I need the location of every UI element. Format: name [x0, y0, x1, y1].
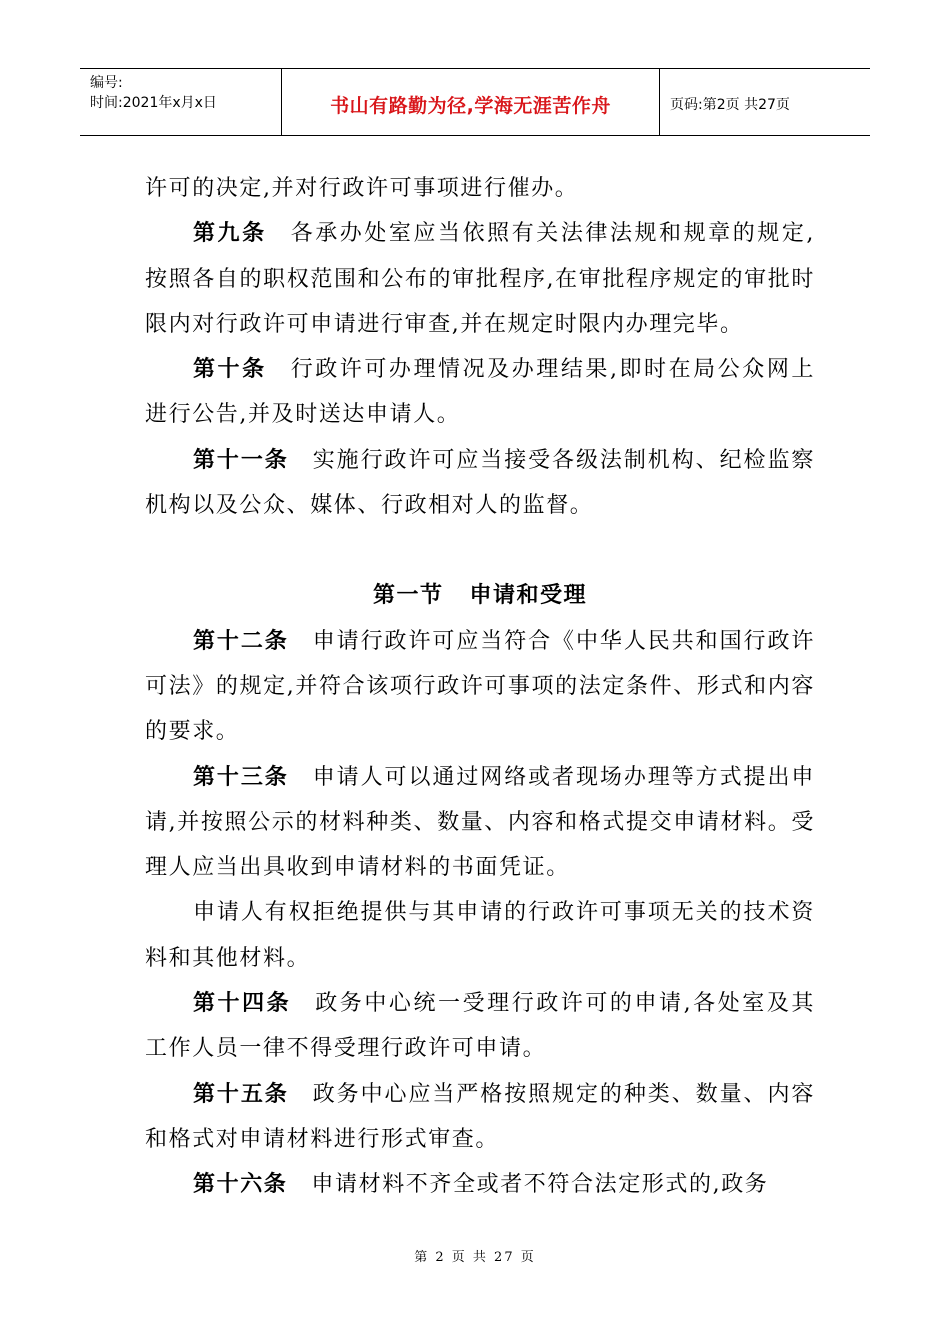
- paragraph-group-1: [145, 166, 815, 528]
- paragraph-text: 申请人可以通过网络或者现场办理等方式提出申请,并按照公示的材料种类、数量、内容和格式提交申请材料。受理人应当出具收到申请材料的书面凭证。: [145, 764, 815, 881]
- header-motto-cell: [282, 69, 660, 135]
- article-number: 第十四条: [193, 990, 292, 1017]
- paragraph-text: 申请人有权拒绝提供与其申请的行政许可事项无关的技术资料和其他材料。: [145, 900, 815, 971]
- paragraph: [145, 1162, 815, 1207]
- paragraph-text: 政务中心应当严格按照规定的种类、数量、内容和格式对申请材料进行形式审查。: [145, 1081, 815, 1152]
- paragraph: [145, 347, 815, 438]
- paragraph: [145, 981, 815, 1072]
- paragraph: [145, 166, 815, 211]
- header-page-info-cell: [660, 69, 870, 135]
- article-number: 第十三条: [193, 763, 289, 790]
- paragraph: [145, 1072, 815, 1163]
- paragraph: [145, 619, 815, 755]
- section-title: 申请和受理: [469, 582, 588, 609]
- article-number: 第十条: [193, 356, 267, 383]
- paragraph: [145, 211, 815, 347]
- paragraph-text: 行政许可办理情况及办理结果,即时在局公众网上进行公告,并及时送达申请人。: [145, 357, 815, 428]
- paragraph-group-2: [145, 619, 815, 1208]
- paragraph: [145, 755, 815, 891]
- time-label: 时间:2021年x月x日: [90, 95, 217, 111]
- paragraph: [145, 890, 815, 981]
- section-heading: [145, 573, 815, 618]
- paragraph: [145, 438, 815, 529]
- document-body: [145, 166, 815, 1208]
- article-number: 第十二条: [193, 627, 289, 654]
- section-number: 第一节: [372, 582, 444, 609]
- number-label: 编号:: [90, 75, 123, 91]
- page-footer: 第 2 页 共 27 页: [414, 1250, 536, 1265]
- paragraph-text: 许可的决定,并对行政许可事项进行催办。: [145, 176, 579, 201]
- paragraph-text: 政务中心统一受理行政许可的申请,各处室及其工作人员一律不得受理行政许可申请。: [145, 991, 815, 1062]
- paragraph-text: 申请材料不齐全或者不符合法定形式的,政务: [311, 1172, 769, 1198]
- article-number: 第十五条: [193, 1080, 289, 1107]
- paragraph-text: 实施行政许可应当接受各级法制机构、纪检监察机构以及公众、媒体、行政相对人的监督。: [145, 447, 815, 519]
- header-meta: [80, 69, 282, 135]
- article-number: 第十一条: [193, 446, 289, 473]
- page-info: 页码:第2页 共27页: [670, 97, 790, 113]
- article-number: 第九条: [193, 220, 267, 247]
- motto: 书山有路勤为径,学海无涯苦作舟: [330, 94, 611, 117]
- paragraph-text: 各承办处室应当依照有关法律法规和规章的规定,按照各自的职权范围和公布的审批程序,在审批程序规定的审批时限内对行政许可申请进行审查,并在规定时限内办理完毕。: [145, 221, 815, 337]
- page-header: [80, 68, 870, 136]
- article-number: 第十六条: [193, 1171, 288, 1198]
- paragraph-text: 申请行政许可应当符合《中华人民共和国行政许可法》的规定,并符合该项行政许可事项的法定条件、形式和内容的要求。: [145, 628, 815, 745]
